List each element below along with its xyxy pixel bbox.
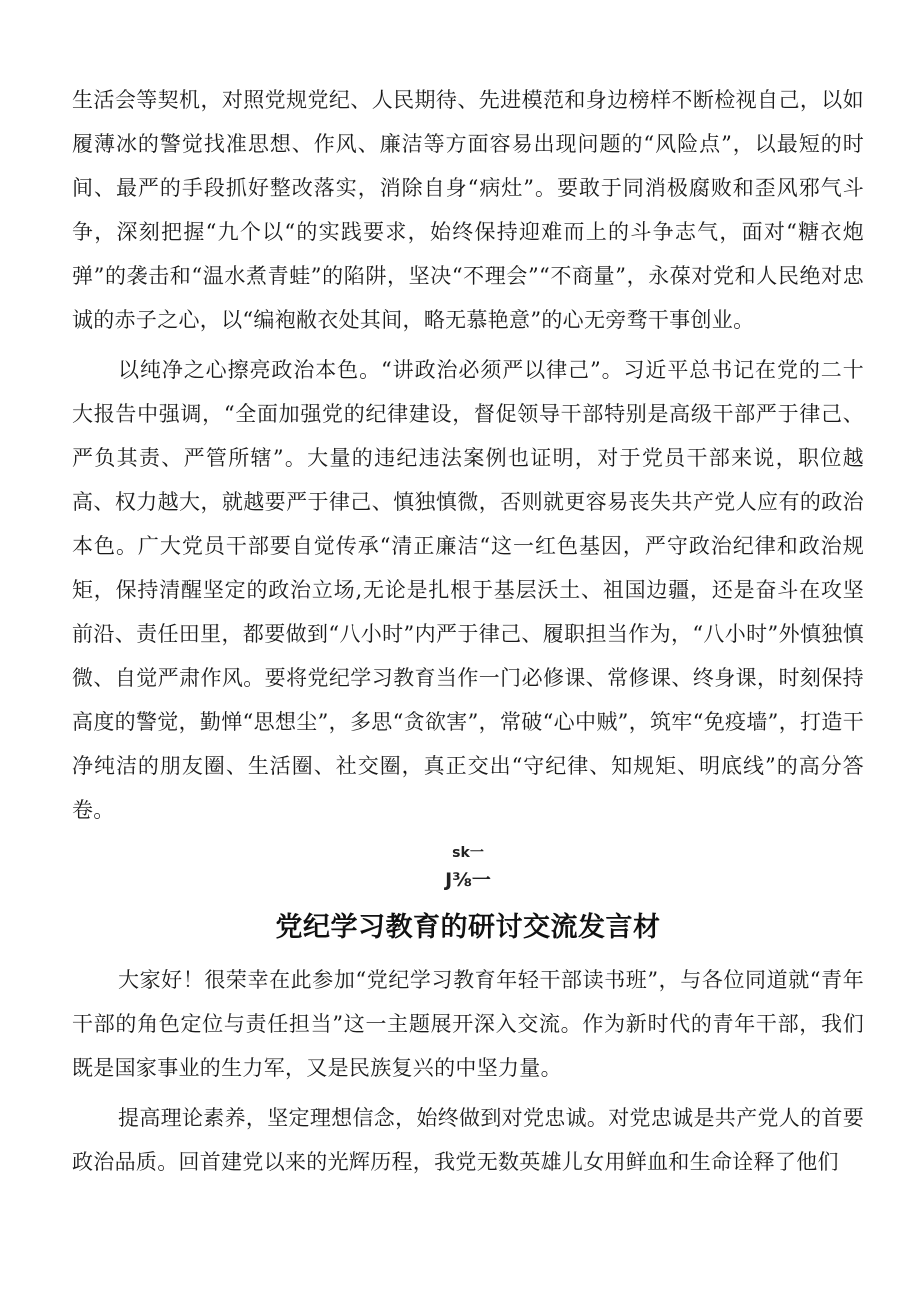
paragraph-greeting: 大家好！很荣幸在此参加“党纪学习教育年轻干部读书班”，与各位同道就“青年干部的角色定位与责任担当”这一主题展开深入交流。作为新时代的青年干部，我们既是国家事业的生力军，又是民族复兴的中坚力量。 xyxy=(72,968,864,1080)
section-title: 党纪学习教育的研讨交流发言材 xyxy=(275,912,661,943)
paragraph-theory: 提高理论素养，坚定理想信念，始终做到对党忠诚。对党忠诚是共产党人的首要政治品质。回首建党以来的光辉历程，我党无数英雄儿女用鲜血和生命诠释了他们 xyxy=(72,1106,864,1174)
separator-mark-line2: J⅜一 xyxy=(445,869,491,891)
separator-mark-line1: sk一 xyxy=(452,845,484,861)
paragraph-purity: 以纯净之心擦亮政治本色。“讲政治必须严以律己”。习近平总书记在党的二十大报告中强调，“全面加强党的纪律建设，督促领导干部特别是高级干部严于律己、严负其责、严管所辖”。大量的违纪违法案例也证明，对于党员干部来说，职位越高、权力越大，就越要严于律己、慎独慎微，否则就更容易丧失共产党人应有的政治本色。广大党员干部要自觉传承“清正廉洁“这一红色基因，严守政治纪律和政治规矩，保持清醒坚定的政治立场,无论是扎根于基层沃土、祖国边疆，还是奋斗在攻坚前沿、责任田里，都要做到“八小时”内严于律己、履职担当作为，“八小时”外慎独慎微、自觉严肃作风。要将党纪学习教育当作一门必修课、常修课、终身课，时刻保持高度的警觉，勤惮“思想尘”，多思“贪欲害”，常破“心中贼”，筑牢“免疫墙”，打造干净纯洁的朋友圈、生活圈、社交圈，真正交出“守纪律、知规矩、明底线”的高分答卷。 xyxy=(72,358,864,822)
paragraph-continued: 生活会等契机，对照党规党纪、人民期待、先进模范和身边榜样不断检视自己，以如履薄冰的警觉找准思想、作风、廉洁等方面容易出现问题的“风险点”，以最短的时间、最严的手段抓好整改落实，消除自身“病灶”。要敢于同消极腐败和歪风邪气斗争，深刻把握“九个以“的实践要求，始终保持迎难而上的斗争志气，面对“糖衣炮弹”的袭击和“温水煮青蛙”的陷阱，坚决“不理会”“不商量”，永葆对党和人民绝对忠诚的赤子之心，以“编袍敝衣处其间，略无慕艳意”的心无旁骛干事创业。 xyxy=(72,88,864,332)
document-page xyxy=(72,78,864,1184)
